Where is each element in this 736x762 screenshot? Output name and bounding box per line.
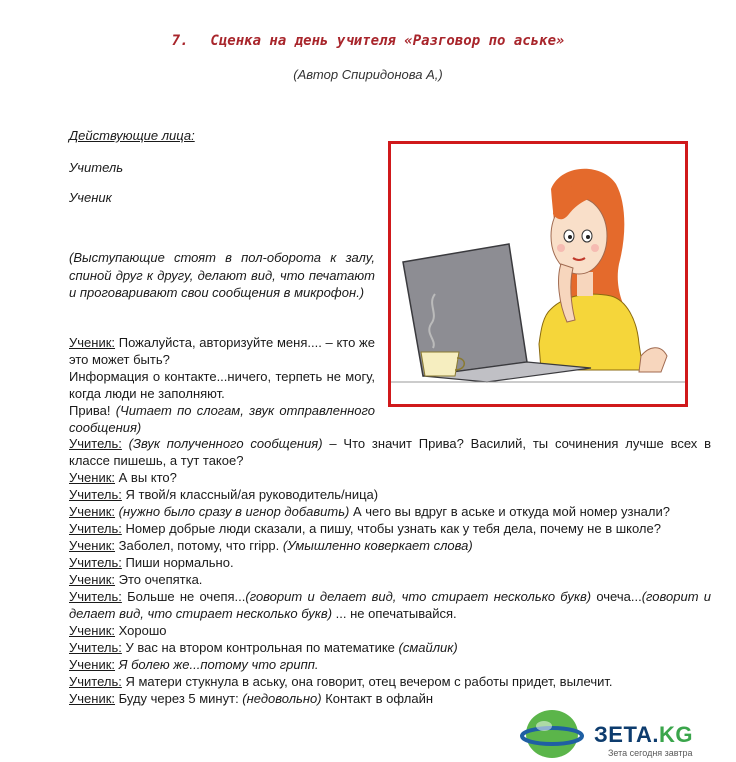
dialogue-line xyxy=(69,656,711,673)
dialogue-line xyxy=(69,486,711,503)
dialogue-line xyxy=(69,622,711,639)
line-direction: (смайлик) xyxy=(394,640,458,655)
brand-suffix: KG xyxy=(659,722,694,747)
speaker-label: Учитель: xyxy=(69,555,122,570)
line-direction: (говорит и делает вид, что стирает несколько букв) xyxy=(69,589,711,621)
line-direction: (недовольно) xyxy=(238,691,322,706)
brand-main: ЗЕТА. xyxy=(594,722,660,747)
dialogue-line xyxy=(69,554,711,571)
speaker-label: Ученик: xyxy=(69,623,116,638)
stage-direction: (Выступающие стоят в пол-оборота к залу, спиной друг к другу, делают вид, что печатают и проговаривают свои сообщения в микрофон.) xyxy=(69,250,375,300)
cast-role-student: Ученик xyxy=(69,190,112,205)
dialogue-line xyxy=(69,571,711,588)
dialogue-line xyxy=(69,588,711,622)
dialogue-line xyxy=(69,469,711,486)
document-title xyxy=(0,33,736,49)
line-direction: (говорит и делает вид, что стирает несколько букв) xyxy=(245,589,592,604)
line-text: Я матери стукнула в аську, она говорит, отец вечером с работы придет, вылечит. xyxy=(121,674,613,689)
speaker-label: Ученик: xyxy=(69,335,116,350)
dialogue-line xyxy=(69,402,375,436)
line-direction: (нужно было сразу в игнор добавить) xyxy=(115,504,350,519)
dialogue-line xyxy=(69,639,711,656)
speaker-label: Ученик: xyxy=(69,538,116,553)
line-text: Это очепятка. xyxy=(115,572,203,587)
line-text: Пожалуйста, авторизуйте меня.... – кто же это может быть? xyxy=(69,335,375,367)
speaker-label: Ученик: xyxy=(69,691,116,706)
speaker-label: Ученик: xyxy=(69,504,116,519)
line-text: Я твой/я классный/ая руководитель/ница) xyxy=(121,487,379,502)
brand-name xyxy=(594,722,693,748)
title-number: 7. xyxy=(171,33,189,49)
line-direction: (Звук полученного сообщения) xyxy=(121,436,323,451)
line-text: У вас на втором контрольная по математике xyxy=(121,640,395,655)
dialogue-line xyxy=(69,690,711,707)
dialogue-line xyxy=(69,503,711,520)
speaker-label: Учитель: xyxy=(69,674,122,689)
line-text: А вы кто? xyxy=(115,470,177,485)
line-text: Я болею же...потому что грипп. xyxy=(115,657,319,672)
cast-role-teacher: Учитель xyxy=(69,160,124,175)
line-text: Пиши нормально. xyxy=(121,555,234,570)
line-text: Буду через 5 минут: xyxy=(115,691,239,706)
dialogue-line xyxy=(69,368,375,402)
dialogue-line xyxy=(69,435,711,469)
line-text: ... не опечатывайся. xyxy=(332,606,457,621)
dialogue-line xyxy=(69,537,711,554)
girl-at-laptop-illustration xyxy=(391,144,685,404)
speaker-label: Ученик: xyxy=(69,470,116,485)
speaker-label: Ученик: xyxy=(69,657,116,672)
line-text: Контакт в офлайн xyxy=(321,691,434,706)
dialogue-block xyxy=(69,435,711,707)
line-direction: (Умышленно коверкает слова) xyxy=(279,538,473,553)
line-text: – Что значит Прива? Василий, ты сочинения лучше всех в классе пишешь, а тут такое? xyxy=(69,436,711,468)
cast-heading: Действующие лица: xyxy=(69,128,195,143)
line-text: Хорошо xyxy=(115,623,167,638)
line-text: Заболел, потому, что гripp. xyxy=(115,538,280,553)
speaker-label: Учитель: xyxy=(69,436,122,451)
globe-icon xyxy=(518,706,588,762)
dialogue-line xyxy=(69,520,711,537)
dialogue-line xyxy=(69,334,375,368)
speaker-label: Учитель: xyxy=(69,640,122,655)
author-line: (Автор Спиридонова А,) xyxy=(293,67,443,82)
speaker-label: Учитель: xyxy=(69,487,122,502)
site-watermark xyxy=(518,706,734,762)
line-text: Больше не очепя... xyxy=(121,589,246,604)
line-text: Информация о контакте...ничего, терпеть не могу, когда люди не заполняют. xyxy=(69,369,375,401)
line-text: Прива! xyxy=(69,403,111,418)
illustration-frame xyxy=(388,141,688,407)
line-text: Номер добрые люди сказали, а пишу, чтобы узнать как у тебя дела, почему не в школе? xyxy=(121,521,661,536)
speaker-label: Учитель: xyxy=(69,521,122,536)
title-text: Сценка на день учителя «Разговор по аське» xyxy=(210,33,565,49)
speaker-label: Ученик: xyxy=(69,572,116,587)
speaker-label: Учитель: xyxy=(69,589,122,604)
line-text: очеча... xyxy=(591,589,642,604)
line-text: А чего вы вдруг в аське и откуда мой номер узнали? xyxy=(349,504,670,519)
line-direction: (Читает по слогам, звук отправленного сообщения) xyxy=(69,403,375,435)
dialogue-line xyxy=(69,673,711,690)
brand-tagline: Зета сегодня завтра xyxy=(608,748,693,758)
